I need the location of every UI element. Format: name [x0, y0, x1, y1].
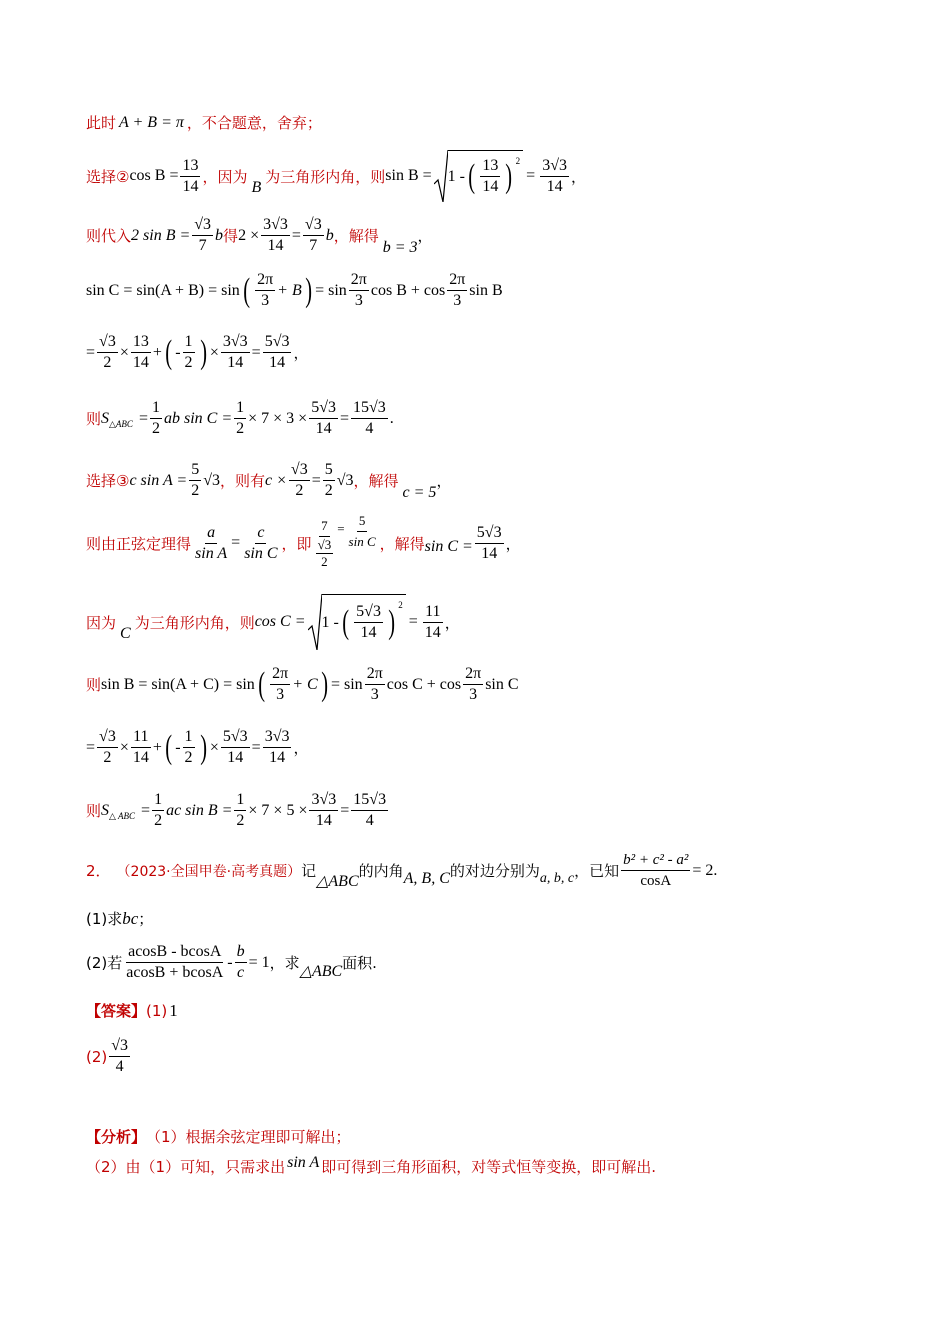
text: (2) [86, 1047, 108, 1066]
numerator: b [235, 942, 247, 963]
math: = [291, 226, 301, 244]
fraction [349, 270, 369, 311]
radical-sign [434, 150, 448, 202]
math: b = 3 [382, 238, 418, 256]
text: 因为 [86, 613, 117, 632]
text: ，即 [281, 534, 312, 553]
text: ，不合题意，舍弃； [186, 114, 322, 132]
denominator: 3 [261, 292, 270, 309]
fraction [234, 398, 246, 439]
math: = [86, 738, 96, 756]
text: ，则有 [220, 472, 266, 490]
math: = [141, 801, 151, 819]
math: bc [122, 908, 139, 928]
math: × [209, 343, 219, 361]
math: S [101, 801, 110, 819]
fraction [480, 156, 500, 197]
paren-right: ) [305, 271, 312, 309]
math: c = 5 [402, 483, 437, 501]
square-root [434, 150, 523, 202]
fraction [109, 1036, 130, 1077]
denominator: 14 [182, 177, 199, 195]
line-8 [86, 512, 521, 570]
math: cos B + cos [370, 281, 446, 299]
paren-left: ( [468, 157, 476, 195]
text: ， [417, 227, 433, 245]
math: - [227, 953, 233, 971]
fraction [423, 602, 443, 643]
fraction [234, 790, 246, 831]
line-2 [86, 150, 586, 202]
fraction [354, 602, 383, 643]
numerator: 1 [183, 332, 195, 353]
text: ，解得 [379, 534, 425, 553]
fraction [289, 460, 310, 501]
numerator: 1 [234, 790, 246, 811]
math: sin C = [424, 538, 473, 555]
denominator: cosA [640, 873, 672, 889]
math: sin B = [385, 167, 432, 184]
math: = [251, 343, 261, 361]
denominator [314, 537, 336, 570]
text: ，求 [269, 954, 300, 972]
math: sin B = sin(A + C) = sin [101, 675, 255, 693]
numerator: √3 [97, 332, 118, 353]
denominator: 14 [482, 178, 499, 195]
numerator: 1 [150, 398, 162, 419]
math: sin C = sin(A + B) = sin [86, 281, 240, 299]
text: 选择③ [86, 472, 130, 490]
text: ，解得 [333, 227, 379, 245]
denominator: 3 [354, 292, 363, 309]
text: 为三角形内角，则 [134, 613, 255, 632]
math: c × [265, 471, 287, 489]
math: + C [292, 675, 318, 693]
denominator: 14 [269, 354, 286, 371]
numerator: √3 [303, 215, 324, 236]
numerator: 2π [270, 664, 290, 685]
denominator: 14 [269, 749, 286, 766]
math: + B [277, 281, 302, 299]
math: = [408, 613, 418, 630]
text: 则 [86, 410, 102, 428]
numerator: 1 [152, 790, 164, 811]
denominator: 3 [276, 686, 285, 703]
denominator: sin A [195, 544, 228, 562]
math: cos B = [129, 167, 179, 184]
text: 为三角形内角，则 [265, 167, 386, 186]
square-root [308, 594, 406, 650]
math: = [231, 534, 241, 551]
text: （1）根据余弦定理即可解出； [146, 1128, 351, 1146]
math: 1 [169, 1000, 178, 1020]
fraction [316, 537, 334, 570]
denominator: 2 [236, 420, 245, 437]
paren-right: ) [199, 728, 207, 766]
math: cos C + cos [386, 675, 462, 693]
radical-sign [308, 594, 322, 650]
math: △ABC [316, 872, 359, 890]
fraction [221, 332, 250, 373]
math: sin B [469, 281, 503, 299]
math: = [251, 738, 261, 756]
numerator: √3 [192, 215, 213, 236]
fraction [447, 270, 467, 311]
denominator: 14 [546, 177, 563, 195]
text: 得 [223, 227, 239, 245]
math: = sin [330, 675, 363, 693]
denominator: c [237, 964, 245, 981]
denominator: 7 [309, 237, 318, 254]
text: 选择② [86, 167, 130, 186]
denominator: 2 [321, 554, 328, 569]
exponent: 2 [515, 155, 521, 166]
fraction [192, 215, 213, 256]
paren-left: ( [165, 333, 172, 371]
paren-right: ) [199, 333, 207, 371]
fraction [189, 460, 201, 501]
numerator: √3 [97, 727, 118, 748]
math: 2 × [238, 226, 260, 244]
fraction [303, 215, 324, 256]
text: ，已知 [574, 862, 620, 880]
math: = [339, 409, 349, 427]
numerator: 13 [131, 332, 151, 353]
denominator: 2 [151, 420, 160, 437]
text: ， [293, 739, 309, 757]
line-10 [86, 664, 519, 705]
numerator: √3 [317, 537, 332, 552]
math: ab sin C = [163, 409, 233, 427]
text: 即可得到三角形面积，对等式恒等变换，即可解出. [321, 1158, 657, 1176]
text: ， [293, 344, 309, 362]
fraction [309, 398, 338, 439]
denominator: sin C [244, 544, 278, 562]
fraction [183, 332, 195, 373]
math: c sin A = [129, 471, 188, 489]
fraction [150, 398, 162, 439]
math: = [138, 409, 148, 427]
text: 则由正弦定理得 [86, 534, 192, 553]
fraction [463, 664, 483, 705]
paren-left: ( [258, 665, 265, 703]
numerator: 5√3 [263, 332, 292, 353]
fraction [131, 332, 151, 373]
fraction [131, 727, 151, 768]
analysis-1 [86, 1126, 351, 1147]
line-5 [86, 332, 309, 373]
line-9 [86, 594, 460, 650]
paren-left: ( [342, 603, 349, 641]
fraction [540, 156, 569, 197]
text: ， [436, 472, 452, 490]
denominator: 14 [481, 544, 498, 562]
numerator: 3√3 [261, 215, 290, 236]
text: 则 [86, 802, 102, 820]
denominator: 2 [191, 482, 200, 499]
fraction [270, 664, 290, 705]
math: b [325, 226, 334, 244]
text: 面积. [342, 954, 377, 972]
fraction [365, 664, 385, 705]
denominator: 4 [365, 812, 374, 829]
math: a, b, c [539, 870, 575, 886]
math: b [215, 226, 224, 244]
numerator: 2π [447, 270, 467, 291]
math: = 1 [248, 953, 270, 971]
fraction [242, 523, 279, 564]
math: ac sin B = [166, 801, 233, 819]
fraction [347, 511, 378, 552]
text: . [713, 861, 718, 879]
denominator: 4 [115, 1058, 124, 1075]
numerator: 5 [323, 460, 335, 481]
numerator: √3 [289, 460, 310, 481]
fraction [263, 727, 292, 768]
numerator: 13 [480, 156, 500, 177]
numerator: 5√3 [354, 602, 383, 623]
numerator: b² + c² - a² [621, 850, 690, 871]
fraction [323, 460, 335, 501]
fraction [193, 523, 229, 564]
fraction [152, 790, 164, 831]
denominator: 14 [267, 237, 284, 254]
numerator: 2π [255, 270, 275, 291]
numerator: 15√3 [351, 790, 388, 811]
math: √3 [336, 471, 354, 489]
math: = 2 [692, 861, 714, 879]
math: × 7 × 5 × [248, 801, 308, 819]
problem-number: 2． [86, 862, 111, 880]
numerator: 5√3 [309, 398, 338, 419]
denominator: 14 [227, 354, 244, 371]
fraction [255, 270, 275, 311]
math: A, B, C [403, 869, 450, 887]
fraction [221, 727, 250, 768]
denominator: 2 [103, 749, 112, 766]
denominator: 4 [365, 420, 374, 437]
math: + [152, 343, 162, 361]
line-12 [86, 790, 390, 831]
paren-left: ( [243, 271, 250, 309]
fraction [351, 790, 388, 831]
text: 的对边分别为 [449, 862, 540, 880]
text: （2）由（1）可知，只需求出 [86, 1158, 286, 1176]
numerator: 3√3 [309, 790, 338, 811]
fraction [475, 523, 504, 564]
denominator: 14 [315, 420, 332, 437]
math: 2 sin B = [131, 226, 191, 244]
numerator: 2π [463, 664, 483, 685]
numerator: 3√3 [263, 727, 292, 748]
math: × 7 × 3 × [248, 409, 308, 427]
numerator: √3 [109, 1036, 130, 1057]
fraction [183, 727, 195, 768]
math: = [86, 343, 96, 361]
numerator: 5 [357, 511, 368, 532]
problem-source: （2023·全国甲卷·高考真题） [116, 863, 302, 880]
math: A + B = π [119, 113, 184, 131]
fraction [235, 942, 247, 983]
answer-2 [86, 1036, 132, 1077]
fraction [124, 942, 225, 983]
line-6 [86, 398, 394, 439]
numerator: 7 [319, 516, 330, 537]
text: (2)若 [86, 954, 123, 972]
math: - [175, 343, 181, 361]
math: sin C [485, 675, 519, 693]
math: sin A [287, 1153, 320, 1171]
text: ； [138, 910, 154, 928]
numerator: 11 [131, 727, 150, 748]
numerator: c [255, 523, 266, 544]
answer-1 [86, 1000, 178, 1021]
numerator: 3√3 [221, 332, 250, 353]
line-11 [86, 727, 309, 768]
text: (1) [146, 1001, 168, 1020]
denominator: 2 [154, 812, 163, 829]
math: C [120, 625, 131, 642]
denominator: 14 [227, 749, 244, 766]
numerator: 5 [189, 460, 201, 481]
text: 则 [86, 676, 102, 694]
question-2 [86, 942, 377, 983]
paren-right: ) [388, 603, 395, 641]
denominator: acosB + bcosA [126, 964, 224, 981]
denominator: 14 [132, 354, 149, 371]
text: 则代入 [86, 227, 132, 245]
problem-statement [86, 850, 717, 891]
math: - [175, 738, 181, 756]
denominator: 2 [295, 482, 304, 499]
denominator: 2 [236, 812, 245, 829]
text: ，因为 [202, 167, 248, 186]
numerator: acosB - bcosA [126, 942, 223, 963]
math: cos C = [254, 613, 306, 630]
fraction [309, 790, 338, 831]
numerator: 2π [365, 664, 385, 685]
fraction [97, 727, 118, 768]
compound-fraction [314, 516, 336, 570]
math: 1 - [321, 613, 339, 631]
line-7 [86, 460, 451, 501]
math: = [340, 801, 350, 819]
math: √3 [203, 471, 220, 489]
fraction [180, 156, 200, 197]
exponent: 2 [398, 599, 403, 610]
math: △ABC [299, 962, 343, 980]
math: × [119, 343, 129, 361]
numerator: 13 [180, 156, 200, 177]
answer-tag: 【答案】 [86, 1002, 147, 1020]
denominator: 2 [324, 482, 333, 499]
fraction [97, 332, 118, 373]
math: + [152, 738, 162, 756]
numerator: 11 [423, 602, 442, 623]
denominator: 3 [469, 686, 478, 703]
denominator: 3 [453, 292, 462, 309]
analysis-2 [86, 1153, 657, 1177]
radicand [322, 594, 406, 650]
text: ， [570, 167, 586, 186]
math: 1 - [447, 167, 465, 185]
denominator: 14 [360, 624, 377, 641]
text: ， [444, 613, 460, 632]
denominator: 3 [370, 686, 379, 703]
text: (1)求 [86, 910, 123, 928]
paren-right: ) [320, 665, 328, 703]
text: . [389, 409, 394, 427]
denominator: 14 [132, 749, 149, 766]
fraction [261, 215, 290, 256]
math: × [119, 738, 129, 756]
fraction [621, 850, 690, 891]
math: = [311, 471, 321, 489]
analysis-tag: 【分析】 [86, 1128, 147, 1146]
denominator: 2 [184, 354, 193, 371]
numerator: a [205, 523, 217, 544]
paren-left: ( [165, 728, 172, 766]
numerator: 15√3 [351, 398, 388, 419]
fraction [351, 398, 388, 439]
numerator: 1 [183, 727, 195, 748]
subscript: △ABC [109, 419, 133, 429]
text: 记 [301, 862, 317, 880]
math: B [251, 179, 262, 196]
fraction [263, 332, 292, 373]
denominator: sin C [348, 533, 376, 549]
math: × [209, 738, 219, 756]
line-4 [86, 270, 503, 311]
question-1 [86, 908, 153, 929]
subscript: △ ABC [109, 811, 136, 821]
math: = [337, 521, 345, 536]
numerator: 2π [349, 270, 369, 291]
numerator: 5√3 [221, 727, 250, 748]
line-1 [86, 112, 322, 133]
numerator: 3√3 [540, 156, 569, 177]
paren-right: ) [505, 157, 513, 195]
line-3 [86, 215, 433, 256]
radicand [448, 150, 523, 202]
denominator: 14 [424, 623, 441, 641]
denominator: 2 [184, 749, 193, 766]
text: ， [505, 534, 521, 553]
text: ，解得 [353, 472, 399, 490]
text: 的内角 [358, 862, 404, 880]
denominator: 7 [198, 237, 207, 254]
denominator: 2 [103, 354, 112, 371]
text: 此时 [86, 114, 117, 132]
math: = [526, 167, 536, 184]
numerator: 1 [234, 398, 246, 419]
numerator: 5√3 [475, 523, 504, 544]
math: = sin [315, 281, 347, 299]
math: S [101, 409, 110, 427]
denominator: 14 [315, 812, 332, 829]
